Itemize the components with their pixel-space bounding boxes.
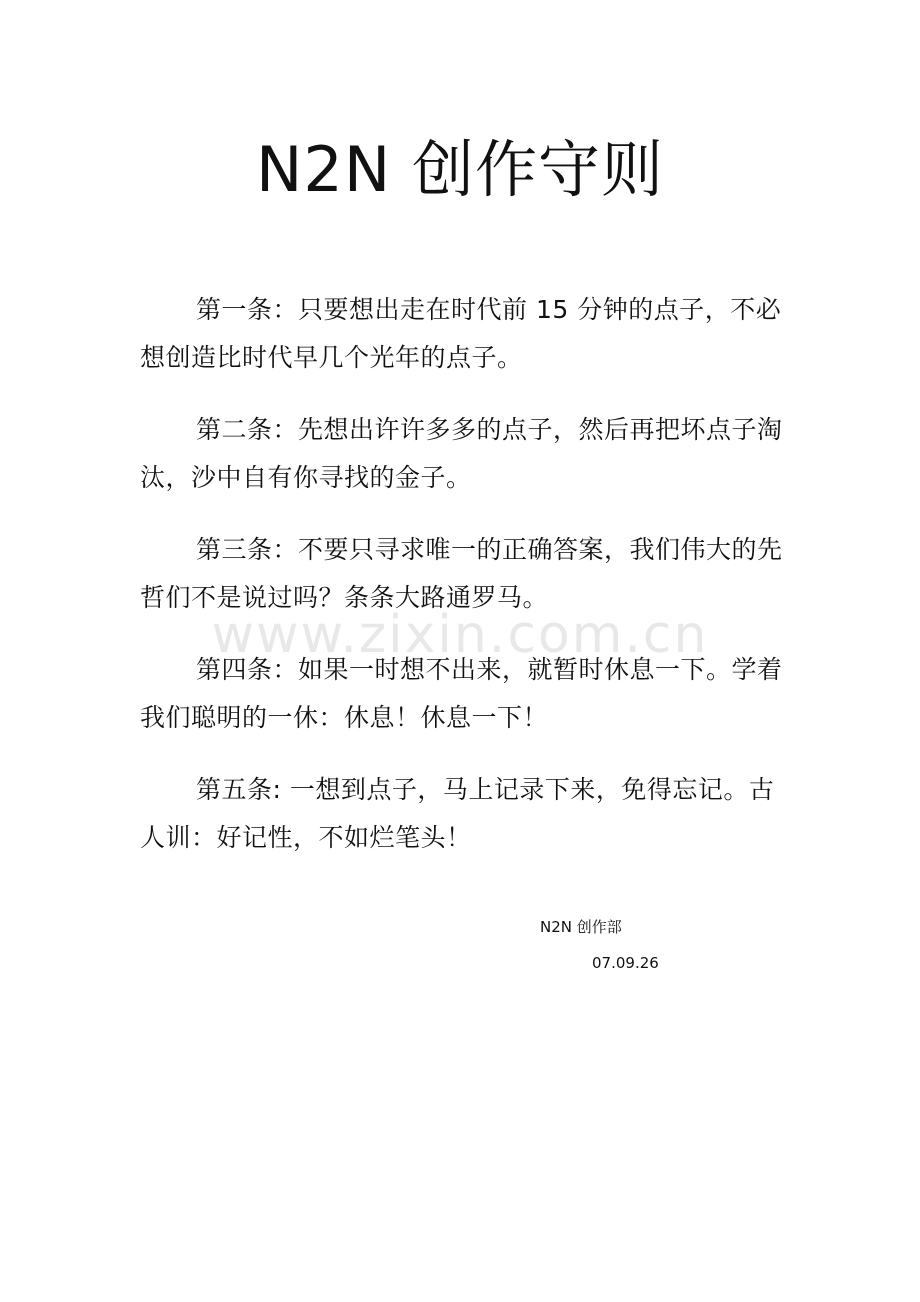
rule-3: 第三条：不要只寻求唯一的正确答案，我们伟大的先哲们不是说过吗？条条大路通罗马。 [140,535,783,612]
signature-department: N2N 创作部 [540,918,622,936]
rule-1: 第一条：只要想出走在时代前 15 分钟的点子，不必想创造比时代早几个光年的点子。 [140,295,782,372]
page-title: N2N 创作守则 [256,133,664,206]
signature-date: 07.09.26 [592,954,659,972]
watermark: www.zixin.com.cn [211,605,709,665]
rule-4: 第四条：如果一时想不出来，就暂时休息一下。学着我们聪明的一休：休息！休息一下！ [140,655,783,732]
rule-2: 第二条：先想出许许多多的点子，然后再把坏点子淘汰，沙中自有你寻找的金子。 [140,415,783,492]
rule-5: 第五条: 一想到点子，马上记录下来，免得忘记。古人训：好记性，不如烂笔头！ [140,775,775,852]
